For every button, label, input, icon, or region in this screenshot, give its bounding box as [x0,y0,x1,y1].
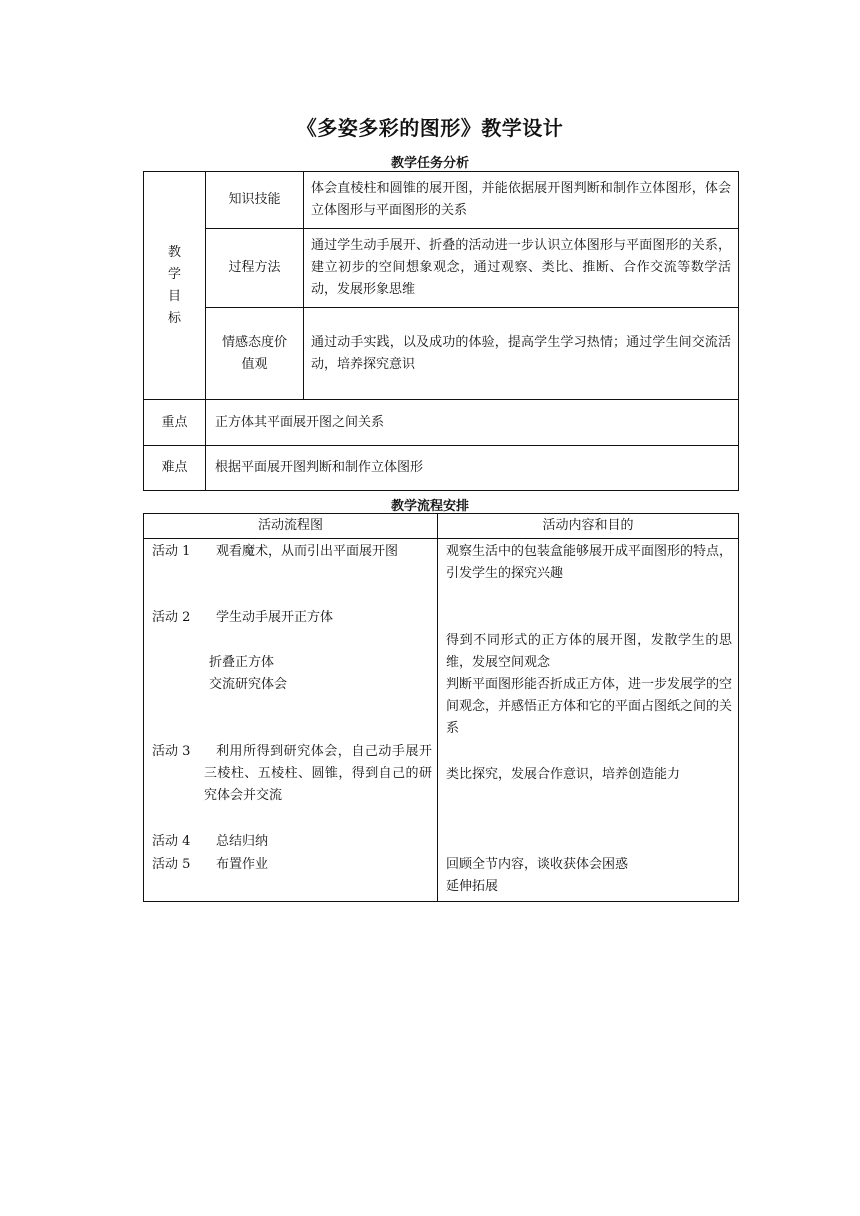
column-header-flow: 活动流程图 [144,514,438,539]
document-title: 《多姿多彩的图形》教学设计 [296,116,564,140]
content-activity-2b: 判断平面图形能否折成正方体，进一步发展学的空间观念，并感悟正方体和它的平面占图纸之间的关系 [446,677,733,736]
activity-2-sub-fold: 折叠正方体 [209,655,275,670]
table-row [144,229,739,308]
difficulty-text: 根据平面展开图判断和制作立体图形 [206,446,739,491]
content-activity-2: 得到不同形式的正方体的展开图，发散学生的思维，发展空间观念 [446,633,732,670]
difficulty-label: 难点 [144,446,206,491]
table-row [144,446,739,491]
activity-2-text: 学生动手展开正方体 [216,610,334,625]
content-activity-3: 类比探究，发展合作意识，培养创造能力 [446,767,681,782]
goal-name-attitude: 情感态度价值观 [206,308,304,400]
table-row [144,172,739,229]
activity-2-label: 活动 2 [152,610,191,625]
goals-label-char: 标 [167,310,181,326]
activity-2-sub-share: 交流研究体会 [209,677,288,692]
goal-desc-process: 通过学生动手展开、折叠的活动进一步认识立体图形与平面图形的关系，建立初步的空间想象观念，通过观察、类比、推断、合作交流等数学活动，发展形象思维 [304,229,739,308]
content-extension: 延伸拓展 [446,879,499,894]
goals-label-char: 教 [167,244,181,260]
content-activity-5: 回顾全节内容，谈收获体会困惑 [446,857,629,872]
section-title-task-analysis: 教学任务分析 [390,156,469,171]
table-row [144,308,739,400]
activity-4-text: 总结归纳 [216,834,269,849]
section-title-flow: 教学流程安排 [390,499,469,514]
activity-3-label: 活动 3 [152,744,191,759]
table-header-row [144,514,739,539]
activity-4-label: 活动 4 [152,834,191,849]
goal-desc-knowledge: 体会直棱柱和圆锥的展开图，并能依据展开图判断和制作立体图形，体会立体图形与平面图形的关系 [304,172,739,229]
activity-5-text: 布置作业 [216,857,269,872]
goal-name-knowledge: 知识技能 [206,172,304,229]
activity-3-text: 利用所得到研究体会，自己动手展开三棱柱、五棱柱、圆锥，得到自己的研究体会并交流 [204,744,432,803]
flow-content-cell [438,539,739,902]
column-header-content: 活动内容和目的 [438,514,739,539]
goal-name-process: 过程方法 [206,229,304,308]
key-point-label: 重点 [144,400,206,446]
goal-desc-attitude: 通过动手实践，以及成功的体验，提高学生学习热情；通过学生间交流活动，培养探究意识 [304,308,739,400]
table-row [144,400,739,446]
activity-1-text: 观看魔术，从而引出平面展开图 [216,544,399,559]
table-row [144,539,739,902]
goals-label-char: 学 [167,266,181,282]
task-analysis-table [143,171,739,491]
flow-steps-cell [144,539,438,902]
content-activity-1: 观察生活中的包装盒能够展开成平面图形的特点，引发学生的探究兴趣 [446,544,733,581]
goals-label [144,172,206,400]
activity-1-label: 活动 1 [152,544,191,559]
activity-5-label: 活动 5 [152,857,191,872]
goals-label-char: 目 [167,288,181,304]
key-point-text: 正方体其平面展开图之间关系 [206,400,739,446]
teaching-flow-table [143,513,739,902]
